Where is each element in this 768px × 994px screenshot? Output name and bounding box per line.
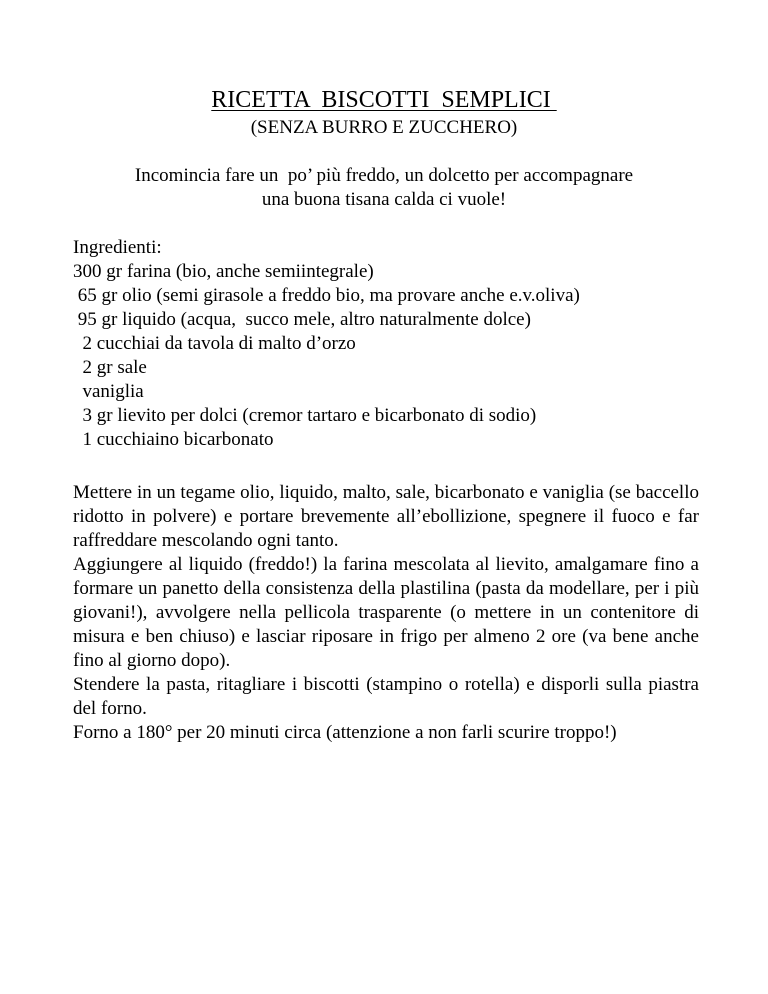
ingredient-item: 1 cucchiaino bicarbonato [73,429,274,450]
intro-line: una buona tisana calda ci vuole! [261,189,507,210]
ingredient-item: 65 gr olio (semi girasole a freddo bio, ma provare anche e.v.oliva) [73,285,580,306]
instruction-paragraph: Stendere la pasta, ritagliare i biscotti (stampino o rotella) e disporli sulla piastra del forno. [73,674,699,719]
ingredients-list [73,236,713,452]
recipe-title [0,86,768,114]
instruction-paragraph: Mettere in un tegame olio, liquido, malto, sale, bicarbonato e vaniglia (se baccello ridotto in polvere) e portare brevemente all’ebollizione, spegnere il fuoco e far raffreddare mescolando ogni tanto. [73,482,699,551]
recipe-subtitle: (SENZA BURRO E ZUCCHERO) [250,117,518,138]
ingredient-item: 95 gr liquido (acqua, succo mele, altro naturalmente dolce) [73,309,531,330]
instructions-section [73,481,699,745]
ingredient-item: vaniglia [73,381,144,402]
ingredients-heading: Ingredienti: [73,237,162,258]
ingredient-item: 300 gr farina (bio, anche semiintegrale) [73,261,374,282]
ingredient-item: 2 cucchiai da tavola di malto d’orzo [73,333,356,354]
instruction-paragraph: Aggiungere al liquido (freddo!) la farina mescolata al lievito, amalgamare fino a formare un panetto della consistenza della plastilina (pasta da modellare, per i più giovani!), avvolgere nella pellicola trasparente (o mettere in un contenitore di misura e ben chiuso) e lasciar riposare in frigo per almeno 2 ore (va bene anche fino al giorno dopo). [73,554,699,671]
intro-line: Incomincia fare un po’ più freddo, un dolcetto per accompagnare [134,165,634,186]
recipe-title-text: RICETTA BISCOTTI SEMPLICI [211,87,557,113]
ingredient-item: 3 gr lievito per dolci (cremor tartaro e bicarbonato di sodio) [73,405,537,426]
instruction-paragraph: Forno a 180° per 20 minuti circa (attenzione a non farli scurire troppo!) [73,722,617,743]
intro-paragraph [60,164,708,212]
ingredient-item: 2 gr sale [73,357,147,378]
